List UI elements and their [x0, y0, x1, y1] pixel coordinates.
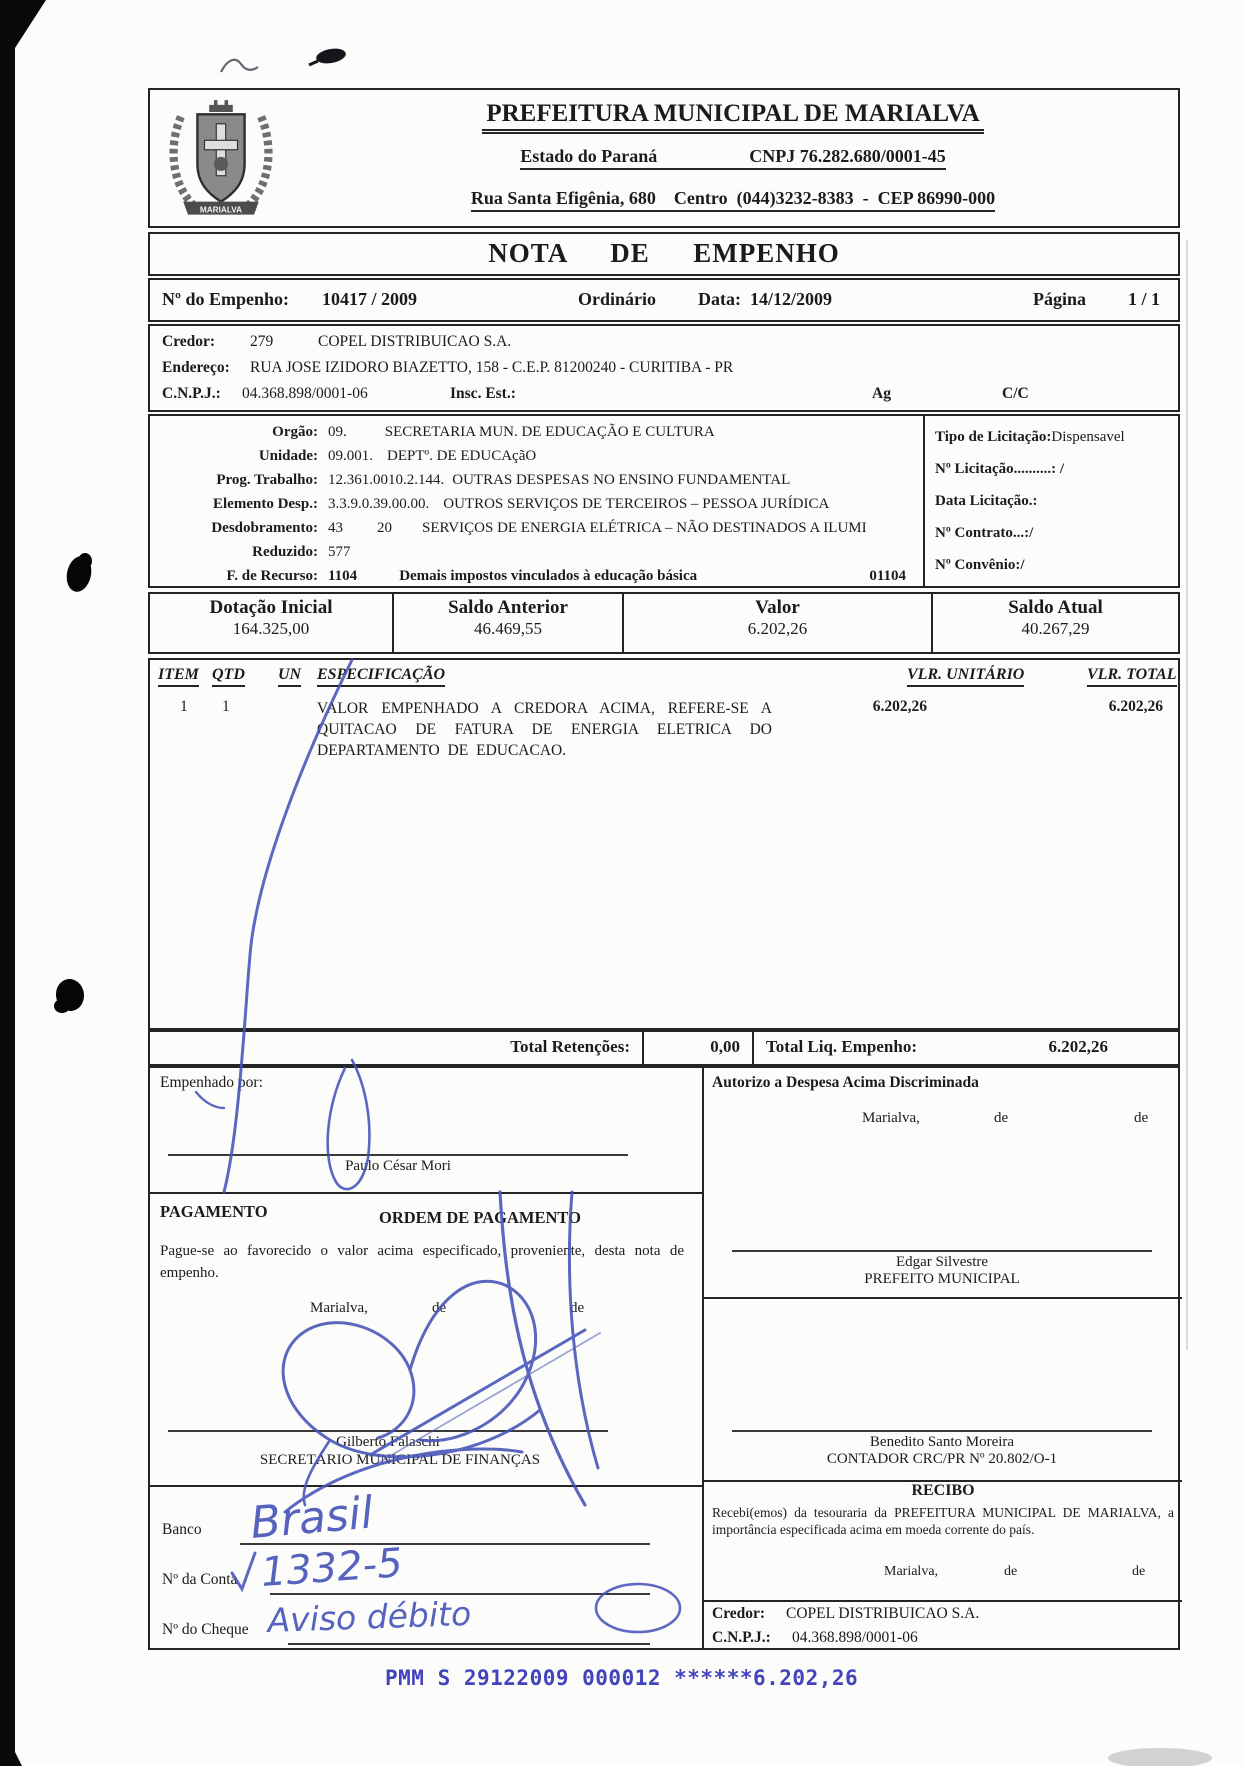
- col-qtd: QTD: [212, 666, 245, 687]
- saldo-atual-cell: [933, 594, 1178, 652]
- cnpj-label: C.N.P.J.:: [162, 385, 221, 402]
- dotacao-inicial-header: Dotação Inicial: [209, 597, 333, 618]
- ink-blot: [54, 553, 95, 1013]
- item-qtd: 1: [222, 698, 230, 715]
- valor-valor: 6.202,26: [747, 619, 808, 638]
- autorizo-titulo: Autorizo a Despesa Acima Discriminada: [712, 1074, 979, 1091]
- empenho-data-label: Data:: [698, 289, 741, 309]
- contador-assinatura-linha: [732, 1430, 1152, 1432]
- saldo-atual-valor: 40.267,29: [1021, 619, 1090, 638]
- rodape-credor-label: Credor:: [712, 1605, 766, 1622]
- pagamento-local: Marialva,: [310, 1300, 368, 1316]
- municipal-coat-of-arms: [162, 95, 280, 221]
- endereco-label: Endereço:: [162, 359, 230, 376]
- col-especificacao: ESPECIFICAÇÃO: [317, 666, 445, 687]
- rodape-cnpj-label: C.N.P.J.:: [712, 1629, 771, 1646]
- rodape-cnpj-valor: 04.368.898/0001-06: [792, 1629, 918, 1646]
- dotacao-row: [148, 592, 1180, 654]
- pagamento-cargo: SECRETÁRIO MUNICIPAL DE FINANÇAS: [259, 1452, 541, 1468]
- pagamento-assinatura-linha: [168, 1430, 608, 1432]
- numero-licitacao: Nº Licitação..........: /: [935, 461, 1065, 477]
- recibo-de-2: de: [1132, 1564, 1146, 1579]
- pagamento-titulo: PAGAMENTO: [160, 1202, 268, 1221]
- prog-trabalho-label: Prog. Trabalho:: [216, 472, 318, 488]
- banco-linha: [240, 1543, 650, 1545]
- autorizo-box: [704, 1068, 1182, 1299]
- cnpj-valor: 04.368.898/0001-06: [242, 385, 368, 402]
- dotacao-inicial-valor: 164.325,00: [232, 619, 310, 638]
- saldo-anterior-valor: 46.469,55: [474, 619, 542, 638]
- assinaturas-grid: [148, 1066, 1180, 1650]
- fonte-recurso-desc: Demais impostos vinculados à educação básica: [399, 568, 698, 584]
- item-vlr-total: 6.202,26: [1108, 698, 1163, 715]
- col-vlr-unitario: VLR. UNITÁRIO: [907, 666, 1024, 687]
- orgao-codigo: 09.: [328, 424, 347, 440]
- coat-of-arms-banner: MARIALVA: [199, 205, 243, 215]
- credor-codigo: 279: [250, 333, 274, 350]
- autorizo-assinante: Edgar Silvestre: [895, 1254, 989, 1270]
- data-licitacao: Data Licitação.:: [935, 493, 1038, 509]
- recibo-titulo: RECIBO: [911, 1482, 975, 1499]
- unidade-codigo: 09.001.: [328, 448, 373, 464]
- banco-label: Banco: [162, 1521, 202, 1538]
- empenhado-por-label: Empenhado por:: [160, 1074, 263, 1091]
- col-vlr-total: VLR. TOTAL: [1087, 666, 1177, 687]
- reduzido-label: Reduzido:: [252, 544, 318, 560]
- saldo-atual-header: Saldo Atual: [1008, 597, 1103, 618]
- autorizo-cargo: PREFEITO MUNICIPAL: [864, 1271, 1020, 1287]
- reduzido-valor: 577: [328, 544, 351, 560]
- cc-label: C/C: [1002, 385, 1029, 402]
- elemento-desp-label: Elemento Desp.:: [213, 496, 318, 512]
- fonte-recurso-label: F. de Recurso:: [226, 568, 318, 584]
- recibo-de-1: de: [1004, 1564, 1018, 1579]
- prog-trabalho-desc: OUTRAS DESPESAS NO ENSINO FUNDAMENTAL: [452, 472, 791, 488]
- tipo-licitacao-label: Tipo de Licitação:: [935, 429, 1052, 445]
- empenhado-por-box: [150, 1068, 702, 1194]
- total-liq-valor: 6.202,26: [1048, 1037, 1108, 1056]
- tipo-licitacao-valor: Dispensavel: [1051, 429, 1125, 445]
- licitacao-panel: [923, 416, 1178, 586]
- ag-label: Ag: [872, 385, 891, 402]
- desdobramento-codigo: 43: [328, 520, 343, 536]
- credor-nome: COPEL DISTRIBUICAO S.A.: [318, 333, 512, 350]
- total-liq-label: Total Liq. Empenho:: [766, 1037, 917, 1056]
- valor-cell: [624, 594, 933, 652]
- org-state: Estado do Paraná: [520, 146, 658, 166]
- unidade-label: Unidade:: [258, 448, 318, 464]
- pagamento-de-2: de: [570, 1300, 585, 1316]
- pagamento-de-1: de: [432, 1300, 447, 1316]
- unidade-desc: DEPTº. DE EDUCAçãO: [387, 448, 537, 464]
- handwriting-conta: 1332-5: [259, 1540, 405, 1596]
- recibo-box: [704, 1480, 1182, 1602]
- doc-title-box: [148, 232, 1180, 276]
- autorizo-assinatura-linha: [732, 1250, 1152, 1252]
- fonte-recurso-codigo-2: 01104: [869, 568, 906, 584]
- empenho-numero-label: Nº do Empenho:: [162, 289, 289, 309]
- doc-title: NOTA DE EMPENHO: [488, 238, 840, 268]
- org-name: PREFEITURA MUNICIPAL DE MARIALVA: [482, 100, 983, 134]
- org-address: Rua Santa Efigênia, 680 Centro (044)3232-8383 - CEP 86990-000: [471, 188, 995, 212]
- empenho-tipo: Ordinário: [578, 289, 657, 309]
- conta-linha: [270, 1593, 650, 1595]
- processing-stamp: PMM S 29122009 000012 ******6.202,26: [385, 1666, 859, 1690]
- totais-row: [148, 1030, 1180, 1066]
- rodape-credor-box: [704, 1600, 1182, 1652]
- pagina-valor: 1 / 1: [1127, 289, 1160, 309]
- contador-assinante: Benedito Santo Moreira: [869, 1434, 1015, 1450]
- conta-label: Nº da Conta: [162, 1571, 238, 1588]
- cheque-linha: [288, 1643, 650, 1645]
- ordem-pagamento-box: [150, 1192, 702, 1487]
- numero-contrato: Nº Contrato...:/: [935, 525, 1034, 541]
- orcamento-box: [148, 414, 1180, 588]
- desdobramento-label: Desdobramento:: [211, 520, 318, 536]
- autorizo-local: Marialva,: [862, 1110, 920, 1126]
- ordem-pagamento-titulo: ORDEM DE PAGAMENTO: [379, 1208, 581, 1227]
- credor-box: [148, 324, 1180, 412]
- empenho-row: [148, 278, 1180, 322]
- valor-header: Valor: [755, 597, 800, 618]
- desdobramento-codigo-2: 20: [377, 520, 392, 536]
- numero-convenio: Nº Convênio:/: [935, 557, 1025, 573]
- header-box: [148, 88, 1180, 228]
- item-especificacao: VALOR EMPENHADO A CREDORA ACIMA, REFERE-SE A QUITACAO DE FATURA DE ENERGIA ELETRICA DO DEPARTAMENTO DE EDUCACAO.: [317, 700, 772, 759]
- pagina-label: Página: [1032, 289, 1086, 309]
- saldo-anterior-cell: [394, 594, 624, 652]
- pagamento-assinante: Gilberto Falaschi: [336, 1434, 440, 1450]
- org-cnpj: CNPJ 76.282.680/0001-45: [749, 146, 946, 166]
- dados-bancarios-box: [150, 1485, 702, 1652]
- empenho-data: 14/12/2009: [750, 289, 833, 309]
- pagamento-texto: Pague-se ao favorecido o valor acima especificado, proveniente, desta nota de empenho.: [160, 1243, 684, 1281]
- empenhado-assinante: Paulo César Mori: [345, 1158, 451, 1174]
- desdobramento-desc: SERVIÇOS DE ENERGIA ELÉTRICA – NÃO DESTINADOS A ILUMI: [422, 520, 867, 536]
- credor-label: Credor:: [162, 333, 216, 350]
- endereco-valor: RUA JOSE IZIDORO BIAZETTO, 158 - C.E.P. 81200240 - CURITIBA - PR: [250, 359, 734, 376]
- orgao-label: Orgão:: [272, 424, 318, 440]
- orcamento-left: [150, 420, 916, 588]
- pen-check-marks: [221, 47, 347, 72]
- contador-cargo: CONTADOR CRC/PR Nº 20.802/O-1: [826, 1451, 1058, 1467]
- total-retencoes-valor: 0,00: [710, 1037, 740, 1056]
- col-un: UN: [278, 666, 301, 687]
- elemento-desp-codigo: 3.3.9.0.39.00.00.: [328, 496, 430, 512]
- recibo-local: Marialva,: [884, 1564, 939, 1579]
- autorizo-de-2: de: [1134, 1110, 1149, 1126]
- autorizo-de-1: de: [994, 1110, 1009, 1126]
- rodape-credor-valor: COPEL DISTRIBUICAO S.A.: [786, 1605, 980, 1622]
- recibo-texto: Recebi(emos) da tesouraria da PREFEITURA MUNICIPAL DE MARIALVA, a importância especificada acima em moeda corrente do país.: [712, 1505, 1174, 1537]
- itens-box: [148, 658, 1180, 1030]
- orgao-desc: SECRETARIA MUN. DE EDUCAÇÃO E CULTURA: [384, 424, 715, 440]
- insc-est-label: Insc. Est.:: [450, 385, 516, 402]
- total-retencoes-label: Total Retenções:: [510, 1037, 630, 1056]
- handwriting-banco: Brasil: [248, 1487, 376, 1549]
- saldo-anterior-header: Saldo Anterior: [448, 597, 568, 618]
- elemento-desp-desc: OUTROS SERVIÇOS DE TERCEIROS – PESSOA JURÍDICA: [443, 496, 830, 512]
- item-numero: 1: [180, 698, 188, 715]
- fonte-recurso-codigo: 1104: [328, 568, 358, 584]
- cheque-label: Nº do Cheque: [162, 1621, 249, 1638]
- empenhado-assinatura-linha: [168, 1154, 628, 1156]
- empenho-numero: 10417 / 2009: [322, 289, 418, 309]
- contador-box: [704, 1297, 1182, 1482]
- item-vlr-unitario: 6.202,26: [872, 698, 927, 715]
- prog-trabalho-codigo: 12.361.0010.2.144.: [328, 472, 445, 488]
- handwriting-cheque: Aviso débito: [266, 1593, 472, 1640]
- dotacao-inicial-cell: [150, 594, 394, 652]
- col-item: ITEM: [158, 666, 199, 687]
